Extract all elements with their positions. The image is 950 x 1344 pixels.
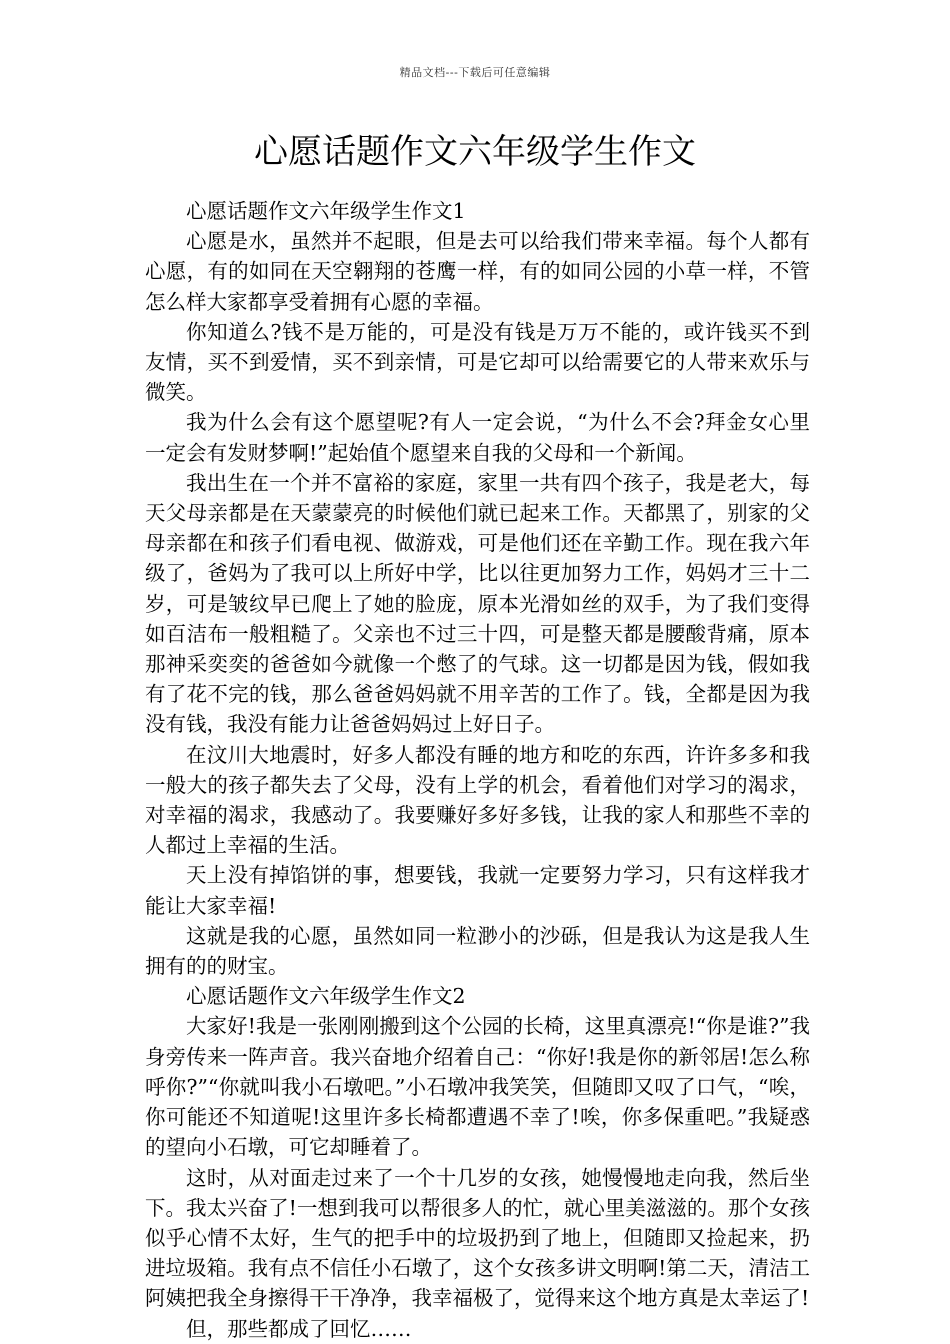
paragraph: 这就是我的心愿，虽然如同一粒渺小的沙砾，但是我认为这是我人生拥有的的财宝。 [145, 923, 810, 979]
paragraph: 心愿是水，虽然并不起眼，但是去可以给我们带来幸福。每个人都有心愿，有的如同在天空翱翔的苍鹰一样，有的如同公园的小草一样，不管怎么样大家都享受着拥有心愿的幸福。 [145, 229, 810, 314]
paragraph: 我出生在一个并不富裕的家庭，家里一共有四个孩子，我是老大，每天父母亲都是在天蒙蒙亮的时候他们就已起来工作。天都黑了，别家的父母亲都在和孩子们看电视、做游戏，可是他们还在辛勤工作。现在我六年级了，爸妈为了我可以上所好中学，比以往更加努力工作，妈妈才三十二岁，可是皱纹早已爬上了她的脸庞，原本光滑如丝的双手，为了我们变得如百洁布一般粗糙了。父亲也不过三十四，可是整天都是腰酸背痛，原本那神采奕奕的爸爸如今就像一个憋了的气球。这一切都是因为钱，假如我有了花不完的钱，那么爸爸妈妈就不用辛苦的工作了。钱，全都是因为我没有钱，我没有能力让爸爸妈妈过上好日子。 [145, 470, 810, 737]
paragraph: 天上没有掉馅饼的事，想要钱，我就一定要努力学习，只有这样我才能让大家幸福! [145, 863, 810, 918]
section-heading-1: 心愿话题作文六年级学生作文1 [186, 199, 466, 223]
paragraph: 大家好!我是一张刚刚搬到这个公园的长椅，这里真漂亮!“你是谁?”我身旁传来一阵声音。我兴奋地介绍着自己：“你好!我是你的新邻居!怎么称呼你?”“你就叫我小石墩吧。”小石墩冲我笑笑，但随即又叹了口气，“唉，你可能还不知道呢!这里许多长椅都遭遇不幸了!唉，你多保重吧。”我疑惑的望向小石墩，可它却睡着了。 [145, 1014, 810, 1160]
paragraph: 你知道么?钱不是万能的，可是没有钱是万万不能的，或许钱买不到友情，买不到爱情，买不到亲情，可是它却可以给需要它的人带来欢乐与微笑。 [145, 319, 810, 405]
document-body [145, 196, 810, 1344]
document-title: 心愿话题作文六年级学生作文 [254, 132, 696, 172]
paragraph: 在汶川大地震时，好多人都没有睡的地方和吃的东西，许许多多和我一般大的孩子都失去了父母，没有上学的机会，看着他们对学习的渴求，对幸福的渴求，我感动了。我要赚好多好多钱，让我的家人和那些不幸的人都过上幸福的生活。 [145, 742, 810, 858]
paragraph: 我为什么会有这个愿望呢?有人一定会说，“为什么不会?拜金女心里一定会有发财梦啊!”起始值个愿望来自我的父母和一个新闻。 [145, 410, 810, 465]
paragraph: 这时，从对面走过来了一个十几岁的女孩，她慢慢地走向我，然后坐下。我太兴奋了!一想到我可以帮很多人的忙，就心里美滋滋的。那个女孩似乎心情不太好，生气的把手中的垃圾扔到了地上，但随即又捡起来，扔进垃圾箱。我有点不信任小石墩了，这个女孩多讲文明啊!第二天，清洁工阿姨把我全身擦得干干净净，我幸福极了，觉得来这个地方真是太幸运了! [145, 1165, 810, 1311]
paragraph: 但，那些都成了回忆…… [186, 1316, 412, 1341]
header-note: 精品文档---下载后可任意编辑 [399, 66, 551, 79]
section-heading-2: 心愿话题作文六年级学生作文2 [186, 984, 466, 1009]
